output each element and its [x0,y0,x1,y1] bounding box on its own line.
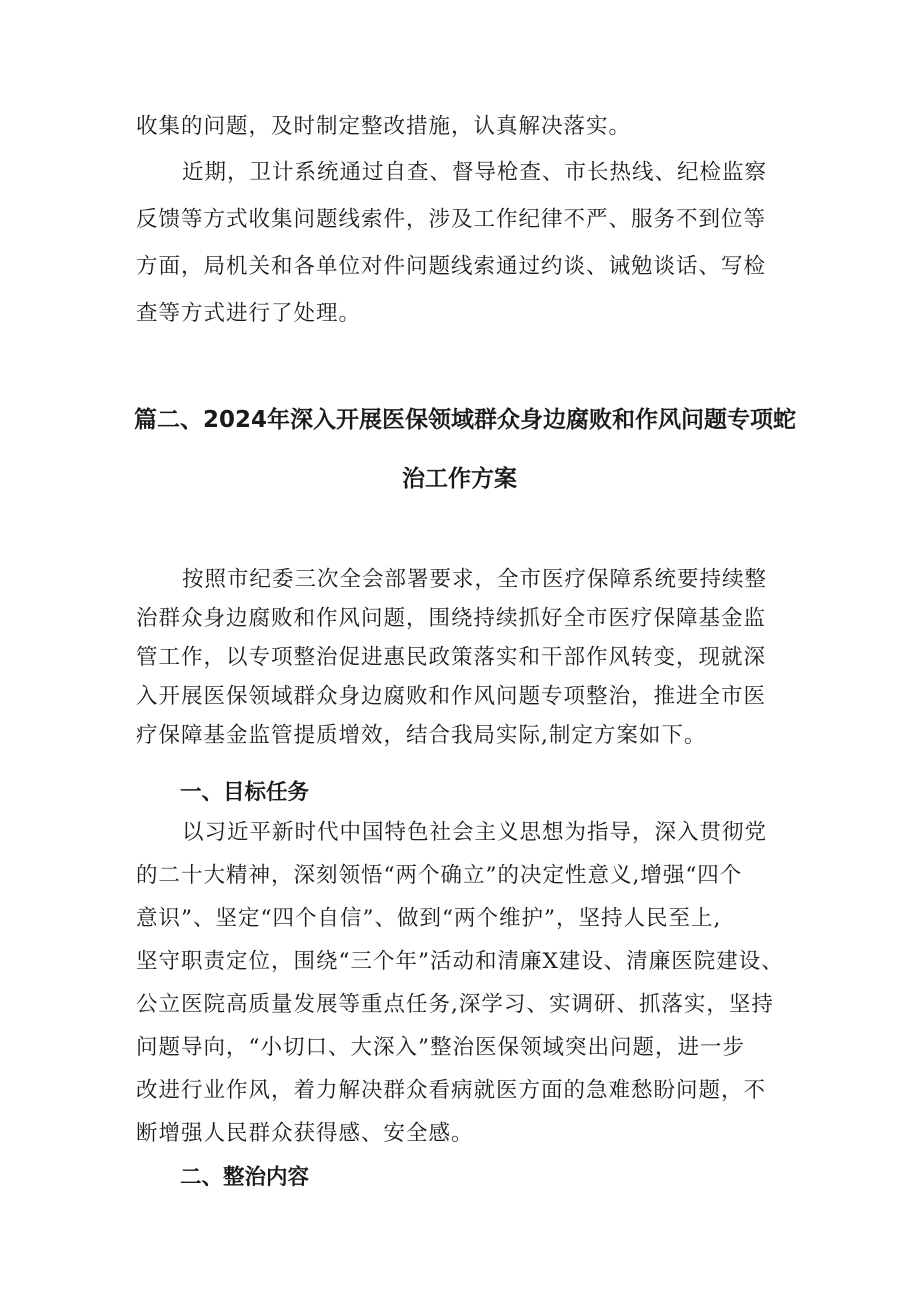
paragraph-line: 入开展医保领域群众身边腐败和作风问题专项整治，推进全市医 [136,684,767,709]
paragraph-line: 断增强人民群众获得感、安全感。 [136,1121,474,1146]
document-title: 篇二、2024年深入开展医保领域群众身边腐败和作风问题专项蛇 [134,407,797,433]
section-heading: 二、整治内容 [180,1165,310,1190]
document-title-continued: 治工作方案 [402,466,517,492]
paragraph-line: 方面，局机关和各单位对件问题线索通过约谈、诫勉谈话、写检 [136,254,767,279]
paragraph-line: 公立医院高质量发展等重点任务,深学习、实调研、抓落实，坚持 [136,992,774,1017]
paragraph-line: 的二十大精神，深刻领悟“两个确立”的决定性意义,增强“四个 [136,863,743,888]
paragraph-line: 坚守职责定位，围绕“三个年”活动和清廉X建设、清廉医院建设、 [136,949,784,974]
paragraph-line: 收集的问题，及时制定整改措施，认真解决落实。 [136,114,632,139]
paragraph-line: 按照市纪委三次全会部署要求，全市医疗保障系统要持续整 [182,567,768,592]
paragraph-line: 近期，卫计系统通过自查、督导枪查、市长热线、纪检监察 [182,160,768,185]
paragraph-line: 疗保障基金监管提质增效，结合我局实际,制定方案如下。 [136,723,707,748]
paragraph-line: 反馈等方式收集问题线索件，涉及工作纪律不严、服务不到位等 [136,207,767,232]
paragraph-line: 管工作，以专项整治促进惠民政策落实和干部作风转变，现就深 [136,645,767,670]
paragraph-line: 意识”、坚定“四个自信”、做到“两个维护”，坚持人民至上, [136,906,722,931]
paragraph-line: 治群众身边腐败和作风问题，围绕持续抓好全市医疗保障基金监 [136,606,767,631]
paragraph-line: 以习近平新时代中国特色社会主义思想为指导，深入贯彻党 [182,820,768,845]
paragraph-line: 改进行业作风，着力解决群众看病就医方面的急难愁盼问题，不 [136,1078,767,1103]
paragraph-line: 查等方式进行了处理。 [136,301,362,326]
section-heading: 一、目标任务 [180,780,310,805]
paragraph-line: 问题导向，“小切口、大深入”整治医保领域突出问题，进一步 [136,1035,745,1060]
